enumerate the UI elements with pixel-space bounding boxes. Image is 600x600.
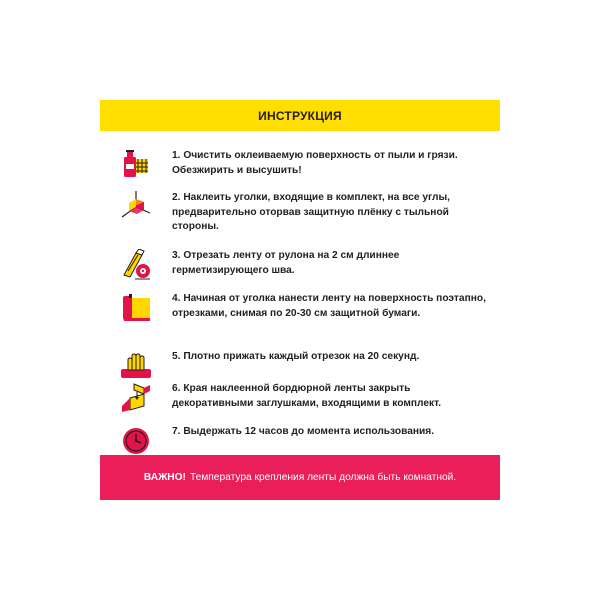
important-label: ВАЖНО! xyxy=(143,472,186,483)
step-text: 4. Начиная от уголка нанести ленту на поверхность поэтапно, отрезками, снимая по 20-30 см защитной бумаги. xyxy=(172,293,486,319)
header-title: ИНСТРУКЦИЯ xyxy=(258,108,342,123)
hand-press-icon xyxy=(120,350,152,382)
bottle-and-sponge-icon xyxy=(120,149,152,181)
step-text: 1. Очистить оклеиваемую поверхность от пыли и грязи. Обезжирить и высушить! xyxy=(172,150,458,176)
steps-list xyxy=(100,131,500,455)
clock-icon xyxy=(120,425,152,457)
step-text: 7. Выдержать 12 часов до момента использования. xyxy=(172,426,435,437)
step-text: 2. Наклеить уголки, входящие в комплект, на все углы, предварительно оторвав защитную плёнку с тыльной стороны. xyxy=(172,192,450,232)
tape-roll-unwind-icon xyxy=(120,292,152,324)
end-cap-icon xyxy=(120,382,152,414)
instruction-header xyxy=(100,100,500,131)
step-text: 3. Отрезать ленту от рулона на 2 см длиннее герметизирующего шва. xyxy=(172,250,400,276)
corner-cube-icon xyxy=(120,191,152,223)
important-text: Температура крепления ленты должна быть комнатной. xyxy=(189,472,457,483)
step-text: 5. Плотно прижать каждый отрезок на 20 секунд. xyxy=(172,351,420,362)
important-note xyxy=(100,455,500,500)
instruction-card xyxy=(100,100,500,500)
step-text: 6. Края наклеенной бордюрной ленты закрыть декоративными заглушками, входящими в комплект. xyxy=(172,383,442,409)
cutter-and-tape-icon xyxy=(120,249,152,281)
